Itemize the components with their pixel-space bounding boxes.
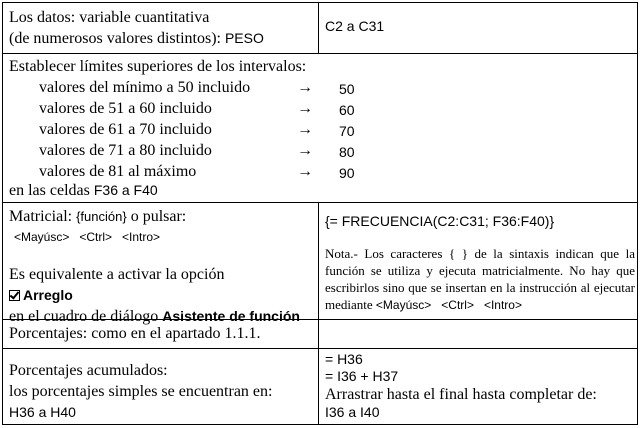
limites-footer-range: F36 a F40 [93,182,158,198]
pulsar-label: o pulsar: [130,208,187,225]
column-divider [318,202,319,424]
interval-label: valores de 71 a 80 incluido [39,142,212,159]
row-divider [3,53,637,54]
acumulados-cell [9,360,272,423]
interval-upper-limit: 80 [339,144,355,160]
interval-label: valores de 51 a 60 incluido [39,100,212,117]
acumulados-line1: Porcentajes acumulados: [9,362,168,379]
matricial-line1 [9,206,314,227]
limites-title: Establecer límites superiores de los intervalos: [9,58,307,75]
limites-footer [9,180,158,201]
arrow-right-icon: → [297,121,313,138]
matricial-cell [9,206,314,327]
arrow-right-icon: → [297,142,313,159]
formula-h36: = H36 [325,351,363,367]
interval-label: valores de 81 al máximo [39,163,197,180]
matricial-label: Matricial: [9,208,73,225]
equiv-text: Es equivalente a activar la opción [9,266,225,283]
target-range: I36 a I40 [325,404,380,420]
limites-footer-text: en las celdas [9,182,90,199]
interval-upper-limit: 60 [339,102,355,118]
option-arreglo: Arreglo [23,287,73,303]
interval-label: valores del mínimo a 50 incluido [39,79,251,96]
checkbox-icon [9,290,20,301]
note-text [325,245,635,314]
row-divider [3,348,637,349]
frequency-instructions-table [2,2,638,425]
datos-line2 [9,28,264,49]
row-divider [3,202,637,203]
porcentajes-text: Porcentajes: como en el apartado 1.1.1. [9,325,261,342]
frecuencia-formula: {= FRECUENCIA(C2:C31; F36:F40)} [325,213,555,229]
datos-cell [9,7,264,49]
column-divider [318,3,319,53]
arrow-right-icon: → [297,163,313,180]
note-keys: <Mayúsc> <Ctrl> <Intro> [375,298,522,312]
drag-instruction: Arrastrar hasta el final hasta completar de: [325,386,597,403]
dialog-text: en el cuadro de diálogo [9,308,159,325]
funcion-label: {función} [76,209,127,224]
limites-cell [9,56,629,201]
interval-upper-limit: 70 [339,123,355,139]
formula-sum: = I36 + H37 [325,368,399,384]
variable-name: PESO [224,30,264,46]
acumulados-range: H36 a H40 [9,404,76,420]
key-combo: <Mayúsc> <Ctrl> <Intro> [14,230,161,244]
acumulados-line2: los porcentajes simples se encuentran en: [9,383,273,400]
formula-cell [325,213,635,314]
interval-upper-limit: 90 [339,165,355,181]
option-line [9,285,314,306]
interval-label: valores de 61 a 70 incluido [39,121,212,138]
arrow-right-icon: → [297,100,313,117]
datos-range: C2 a C31 [325,18,385,34]
datos-line1: Los datos: variable cuantitativa [9,9,210,26]
interval-upper-limit: 50 [339,81,355,97]
note-body: Nota.- Los caracteres { } de la sintaxis indican que la función se utiliza y ejecuta matricialmente. No hay que escribirlos sino que se insertan en la instrucción al ejecutar mediante [325,246,635,312]
dialog-name: Asistente de función [162,308,300,324]
arrow-right-icon: → [297,79,313,96]
acumulados-formula-cell [325,351,597,421]
datos-line2-text: (de numerosos valores distintos): [9,30,221,47]
